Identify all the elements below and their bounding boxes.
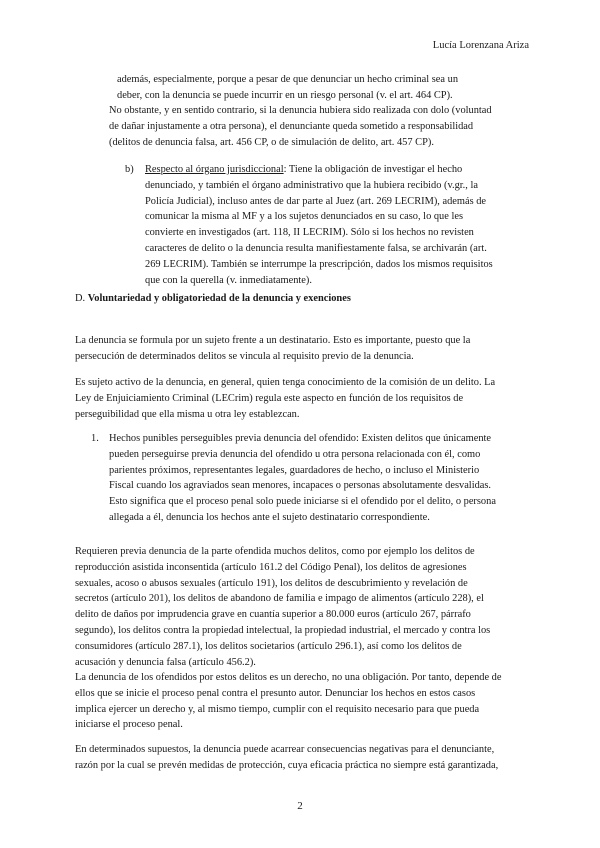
- text-line: pueden perseguirse previa denuncia del ofendido u otra persona relacionada con él, como: [109, 448, 481, 460]
- text-line: 269 LECRIM). También se interrumpe la prescripción, dados los mismos requisitos: [145, 258, 493, 270]
- text-line: acusación y denuncia falsa (artículo 456.2).: [75, 656, 256, 668]
- no-obstante-paragraph: [109, 103, 492, 150]
- text-line: [145, 162, 493, 178]
- text-line: implica ejercer un derecho y, al mismo tiempo, cumplir con el requisito necesario para que pueda: [75, 703, 480, 715]
- running-header-author: Lucía Lorenzana Ariza: [432, 40, 529, 51]
- paragraph: [75, 670, 501, 733]
- text-line: No obstante, y en sentido contrario, si la denuncia hubiera sido realizada con dolo (voluntad: [109, 105, 492, 116]
- text-line: de dañar injustamente a otra persona), el denunciante queda sometido a responsabilidad: [109, 120, 474, 132]
- text-line: Fiscal cuando los agraviados sean menores, incapaces o personas absolutamente desvalidas.: [109, 480, 492, 492]
- text-line: La denuncia de los ofendidos por estos delitos es un derecho, no una obligación. Por tanto, depende de: [75, 672, 502, 683]
- text-line: Es sujeto activo de la denuncia, en general, quien tenga conocimiento de la comisión de un delito. La: [75, 377, 496, 388]
- paragraph: [75, 742, 498, 774]
- text-line: que con la querella (v. inmediatamente).: [145, 274, 312, 286]
- text-line: La denuncia se formula por un sujeto frente a un destinatario. Esto es importante, puesto que la: [75, 335, 471, 346]
- text-line: [75, 291, 351, 307]
- text-line: Requieren previa denuncia de la parte ofendida muchos delitos, como por ejemplo los delitos de: [75, 546, 475, 557]
- text-line: En determinados supuestos, la denuncia puede acarrear consecuencias negativas para el denunciante,: [75, 744, 495, 755]
- list-marker-1: 1.: [91, 433, 99, 444]
- item-b-first-line: : Tiene la obligación de investigar el hecho: [283, 164, 463, 175]
- text-line: delito de daños por imprudencia grave en cuantía superior a 80.000 euros (artículo 267, párrafo: [75, 609, 471, 621]
- text-line: convierte en investigados (art. 118, II LECRIM). Sólo si los hechos no revisten: [145, 227, 474, 239]
- text-line: iniciarse el proceso penal.: [75, 719, 183, 731]
- text-line: caracteres de delito o la denuncia resulta manifiestamente falsa, se archivarán (art.: [145, 242, 487, 254]
- text-line: Ley de Enjuiciamiento Criminal (LECrim) regula este aspecto en función de los requisitos de: [75, 392, 464, 404]
- section-title: Voluntariedad y obligatoriedad de la denuncia y exenciones: [87, 293, 351, 304]
- item-b-heading: Respecto al órgano jurisdiccional: [145, 164, 284, 175]
- text-line: reproducción asistida inconsentida (artículo 161.2 del Código Penal), los delitos de agresiones: [75, 561, 467, 573]
- text-line: allegada a él, denuncia los hechos ante el sujeto destinatario correspondiente.: [109, 511, 430, 523]
- text-line: deber, con la denuncia se puede incurrir en un riesgo personal (v. el art. 464 CP).: [117, 89, 453, 101]
- text-line: (delitos de denuncia falsa, art. 456 CP, o de simulación de delito, art. 457 CP).: [109, 136, 434, 148]
- text-line: ellos que se inicie el proceso penal contra el presunto autor. Denunciar los hechos en estos casos: [75, 687, 476, 699]
- list-item-b: [145, 162, 493, 288]
- text-line: denunciado, y también el órgano administrativo que la hubiera recibido (v.gr., la: [145, 179, 478, 191]
- text-line: Policía Judicial), incluso antes de dar parte al Juez (art. 269 LECRIM), además de: [145, 195, 487, 207]
- page-number: 2: [297, 800, 303, 812]
- text-line: perseguibilidad que ella misma u otra ley establezcan.: [75, 408, 300, 420]
- text-line: comunicar la misma al MF y a los sujetos denunciados en su caso, lo que les: [145, 211, 464, 223]
- text-line: consumidores (artículo 287.1), los delitos societarios (artículo 296.1), así como los delitos de: [75, 640, 462, 652]
- section-prefix: D.: [75, 293, 88, 304]
- text-line: razón por la cual se prevén medidas de protección, cuya eficacia práctica no siempre está garantizada,: [75, 759, 499, 771]
- text-line: Hechos punibles perseguibles previa denuncia del ofendido: Existen delitos que únicamente: [109, 433, 492, 444]
- text-line: segundo), los delitos contra la propiedad intelectual, la propiedad industrial, el mercado y contra los: [75, 624, 491, 636]
- paragraph: [75, 375, 495, 422]
- text-line: parientes próximos, representantes legales, guardadores de hecho, o incluso el Ministerio: [109, 464, 480, 476]
- paragraph: [75, 333, 470, 365]
- text-line: secretos (artículo 201), los delitos de abandono de familia e impago de alimentos (artículo 228), el: [75, 593, 484, 605]
- text-line: además, especialmente, porque a pesar de que denunciar un hecho criminal sea un: [117, 74, 459, 85]
- text-line: sexuales, acoso o abusos sexuales (artículo 191), los delitos de descubrimiento y revelación de: [75, 577, 468, 589]
- paragraph: [75, 544, 490, 670]
- list-item-1: [109, 431, 496, 526]
- section-heading: [75, 291, 351, 307]
- continuation-paragraph: [117, 72, 458, 104]
- list-marker-b: b): [125, 164, 134, 175]
- text-line: persecución de determinados delitos se vincula al requisito previo de la denuncia.: [75, 350, 414, 362]
- text-line: Esto significa que el proceso penal solo puede iniciarse si el ofendido por el delito, o persona: [109, 496, 496, 508]
